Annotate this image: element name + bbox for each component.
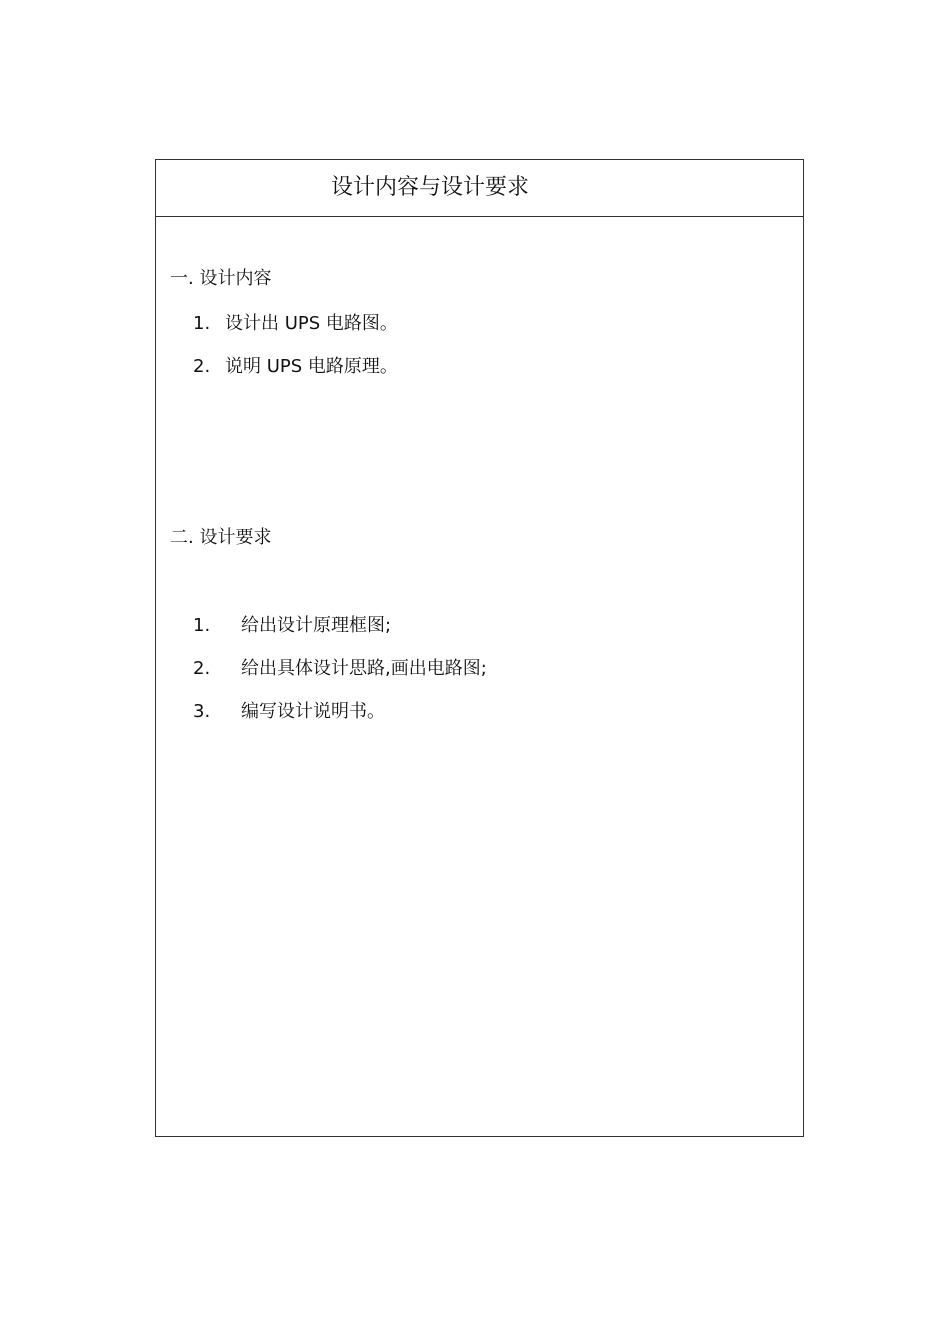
- section-heading-content: 一. 设计内容: [170, 268, 272, 289]
- section-heading-requirements: 二. 设计要求: [170, 527, 272, 548]
- list-item-text: 设计出 UPS 电路图。: [225, 313, 398, 334]
- page-title: 设计内容与设计要求: [331, 175, 530, 200]
- list-item-number: 1.: [193, 313, 211, 334]
- document-frame: [155, 159, 804, 1137]
- list-item-number: 2.: [193, 658, 211, 679]
- title-row: [156, 160, 803, 217]
- list-item-text: 给出设计原理框图;: [241, 615, 392, 636]
- list-item-number: 3.: [193, 701, 211, 722]
- list-item-text: 给出具体设计思路,画出电路图;: [241, 658, 487, 679]
- list-item-text: 编写设计说明书。: [241, 701, 385, 722]
- list-item-number: 2.: [193, 356, 211, 377]
- list-item-number: 1.: [193, 615, 211, 636]
- list-item-text: 说明 UPS 电路原理。: [225, 356, 398, 377]
